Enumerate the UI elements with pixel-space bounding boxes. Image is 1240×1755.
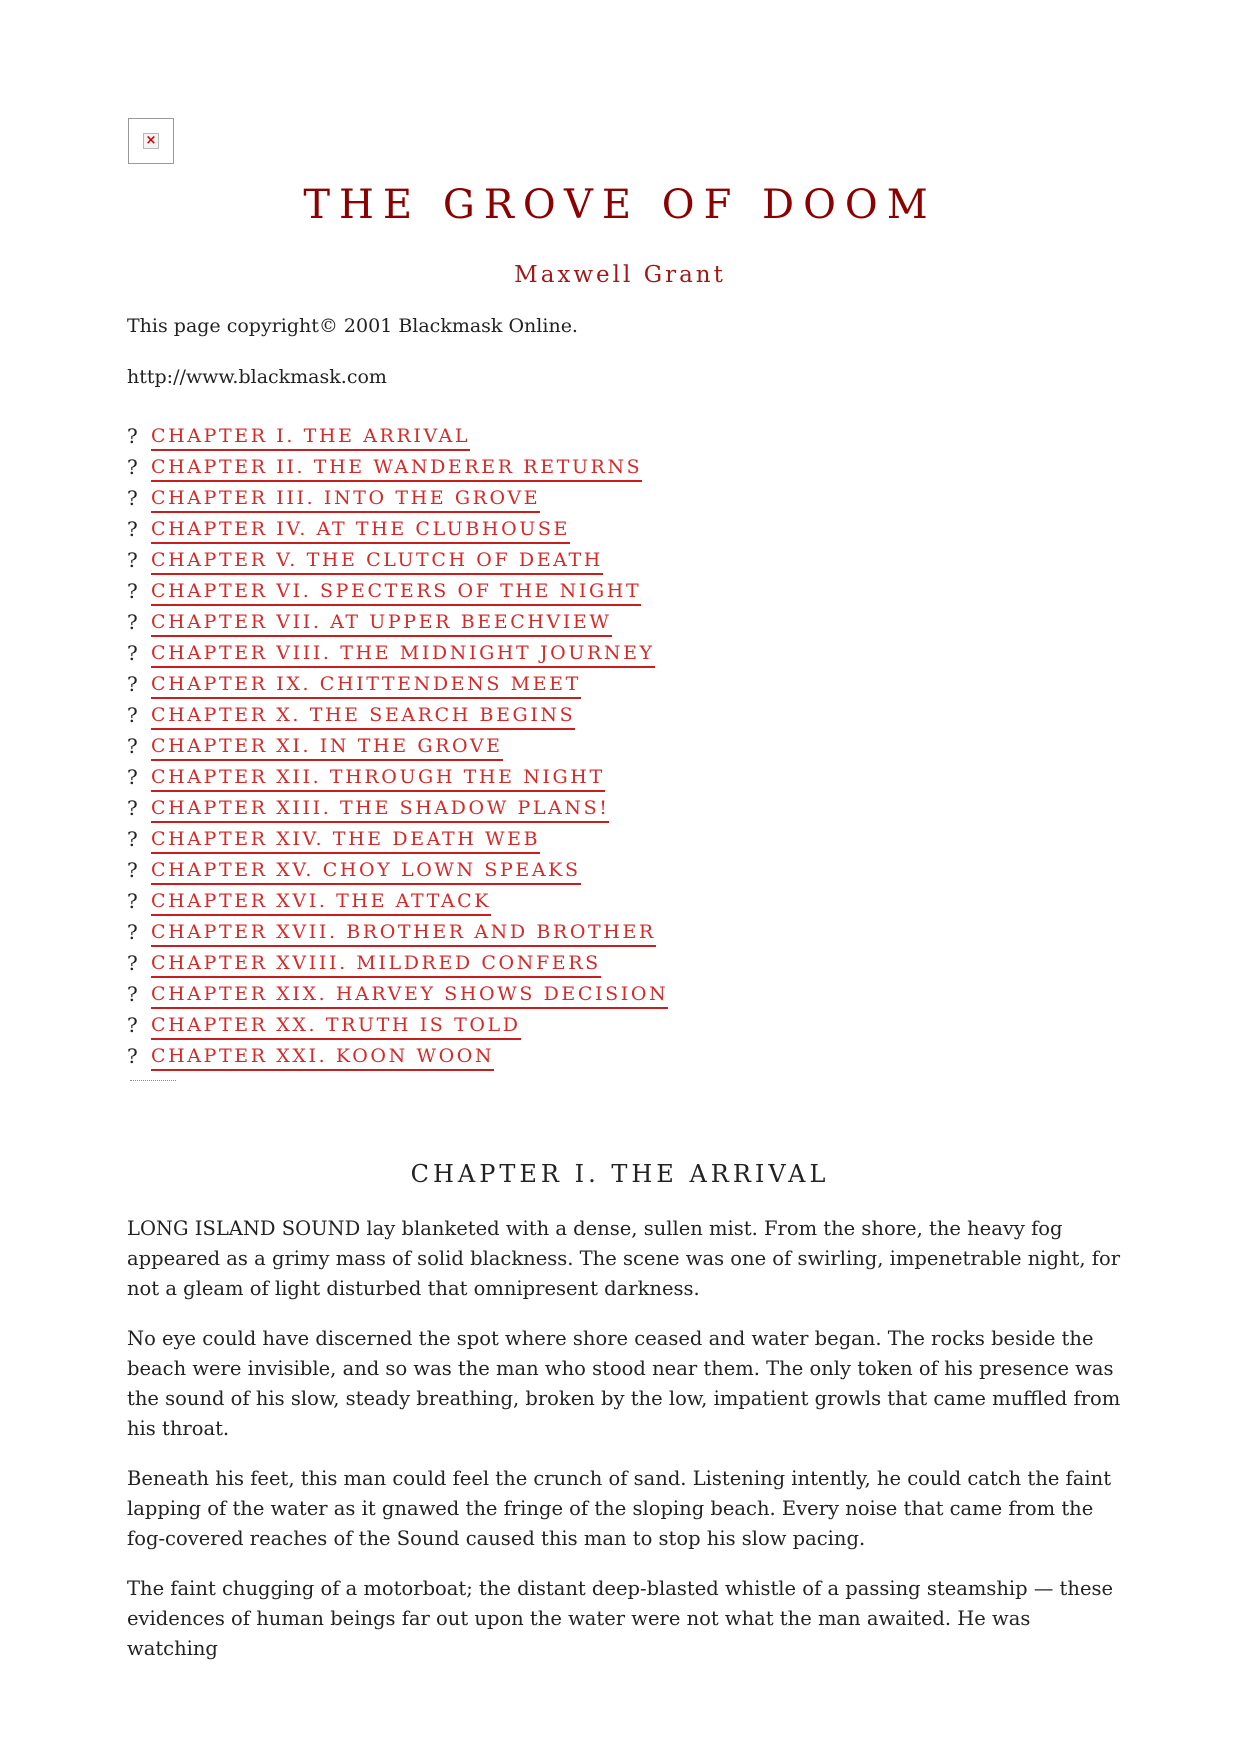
toc-item — [127, 920, 668, 951]
toc-item — [127, 796, 668, 827]
chapter-paragraph: No eye could have discerned the spot where shore ceased and water began. The rocks beside the beach were invisible, and so was the man who stood near them. The only token of his presence was the sound of his slow, steady breathing, broken by the low, impatient growls that came muffled from his throat. — [127, 1327, 1121, 1440]
toc-bullet: ? — [127, 734, 138, 758]
toc-link-chapter-5[interactable]: CHAPTER V. THE CLUTCH OF DEATH — [151, 548, 603, 575]
toc-link-chapter-14[interactable]: CHAPTER XIV. THE DEATH WEB — [151, 827, 540, 854]
book-author: Maxwell Grant — [514, 262, 726, 288]
toc-bullet: ? — [127, 703, 138, 727]
toc-bullet: ? — [127, 641, 138, 665]
toc-bullet: ? — [127, 548, 138, 572]
toc-item — [127, 827, 668, 858]
toc-bullet: ? — [127, 579, 138, 603]
source-url: http://www.blackmask.com — [127, 366, 387, 388]
table-of-contents — [127, 424, 668, 1075]
toc-item — [127, 1044, 668, 1075]
toc-link-chapter-9[interactable]: CHAPTER IX. CHITTENDENS MEET — [151, 672, 581, 699]
toc-link-chapter-16[interactable]: CHAPTER XVI. THE ATTACK — [151, 889, 491, 916]
toc-link-chapter-21[interactable]: CHAPTER XXI. KOON WOON — [151, 1044, 494, 1071]
toc-link-chapter-15[interactable]: CHAPTER XV. CHOY LOWN SPEAKS — [151, 858, 581, 885]
toc-item — [127, 610, 668, 641]
toc-item — [127, 424, 668, 455]
book-title: THE GROVE OF DOOM — [303, 182, 937, 228]
toc-item — [127, 703, 668, 734]
toc-link-chapter-2[interactable]: CHAPTER II. THE WANDERER RETURNS — [151, 455, 642, 482]
chapter-paragraph: The faint chugging of a motorboat; the distant deep-blasted whistle of a passing steamship — these evidences of human beings far out upon the water were not what the man awaited. He was watching — [127, 1577, 1114, 1660]
toc-link-chapter-20[interactable]: CHAPTER XX. TRUTH IS TOLD — [151, 1013, 521, 1040]
toc-bullet: ? — [127, 982, 138, 1006]
toc-item — [127, 858, 668, 889]
toc-link-chapter-8[interactable]: CHAPTER VIII. THE MIDNIGHT JOURNEY — [151, 641, 655, 668]
toc-link-chapter-12[interactable]: CHAPTER XII. THROUGH THE NIGHT — [151, 765, 605, 792]
toc-link-chapter-19[interactable]: CHAPTER XIX. HARVEY SHOWS DECISION — [151, 982, 668, 1009]
toc-item — [127, 765, 668, 796]
toc-bullet: ? — [127, 1013, 138, 1037]
toc-bullet: ? — [127, 858, 138, 882]
toc-bullet: ? — [127, 424, 138, 448]
broken-image-icon: × — [143, 133, 159, 149]
copyright-notice: This page copyright© 2001 Blackmask Online. — [127, 315, 578, 337]
chapter-paragraph: LONG ISLAND SOUND lay blanketed with a dense, sullen mist. From the shore, the heavy fog appeared as a grimy mass of solid blackness. The scene was one of swirling, impenetrable night, for not a gleam of light disturbed that omnipresent darkness. — [127, 1217, 1121, 1300]
toc-bullet: ? — [127, 455, 138, 479]
chapter-body — [127, 1214, 1123, 1684]
toc-item — [127, 486, 668, 517]
chapter-heading: CHAPTER I. THE ARRIVAL — [410, 1160, 830, 1188]
chapter-paragraph: Beneath his feet, this man could feel the crunch of sand. Listening intently, he could catch the faint lapping of the water as it gnawed the fringe of the sloping beach. Every noise that came from the fog-covered reaches of the Sound caused this man to stop his slow pacing. — [127, 1467, 1112, 1550]
toc-link-chapter-10[interactable]: CHAPTER X. THE SEARCH BEGINS — [151, 703, 575, 730]
toc-link-chapter-11[interactable]: CHAPTER XI. IN THE GROVE — [151, 734, 503, 761]
toc-item — [127, 579, 668, 610]
toc-bullet: ? — [127, 796, 138, 820]
toc-bullet: ? — [127, 1044, 138, 1068]
toc-link-chapter-4[interactable]: CHAPTER IV. AT THE CLUBHOUSE — [151, 517, 570, 544]
toc-item — [127, 672, 668, 703]
toc-bullet: ? — [127, 889, 138, 913]
toc-item — [127, 1013, 668, 1044]
toc-item — [127, 889, 668, 920]
toc-bullet: ? — [127, 827, 138, 851]
toc-item — [127, 951, 668, 982]
toc-link-chapter-17[interactable]: CHAPTER XVII. BROTHER AND BROTHER — [151, 920, 656, 947]
toc-bullet: ? — [127, 486, 138, 510]
toc-link-chapter-7[interactable]: CHAPTER VII. AT UPPER BEECHVIEW — [151, 610, 612, 637]
broken-image-placeholder — [128, 118, 174, 164]
toc-link-chapter-3[interactable]: CHAPTER III. INTO THE GROVE — [151, 486, 540, 513]
toc-item — [127, 548, 668, 579]
toc-bullet: ? — [127, 672, 138, 696]
toc-bullet: ? — [127, 517, 138, 541]
toc-item — [127, 517, 668, 548]
toc-item — [127, 455, 668, 486]
toc-item — [127, 982, 668, 1013]
toc-bullet: ? — [127, 951, 138, 975]
toc-link-chapter-18[interactable]: CHAPTER XVIII. MILDRED CONFERS — [151, 951, 601, 978]
toc-link-chapter-13[interactable]: CHAPTER XIII. THE SHADOW PLANS! — [151, 796, 609, 823]
toc-bullet: ? — [127, 920, 138, 944]
toc-item — [127, 641, 668, 672]
toc-link-chapter-6[interactable]: CHAPTER VI. SPECTERS OF THE NIGHT — [151, 579, 641, 606]
toc-link-chapter-1[interactable]: CHAPTER I. THE ARRIVAL — [151, 424, 470, 451]
toc-bullet: ? — [127, 610, 138, 634]
toc-item — [127, 734, 668, 765]
toc-overflow-marker — [130, 1080, 176, 1084]
toc-bullet: ? — [127, 765, 138, 789]
